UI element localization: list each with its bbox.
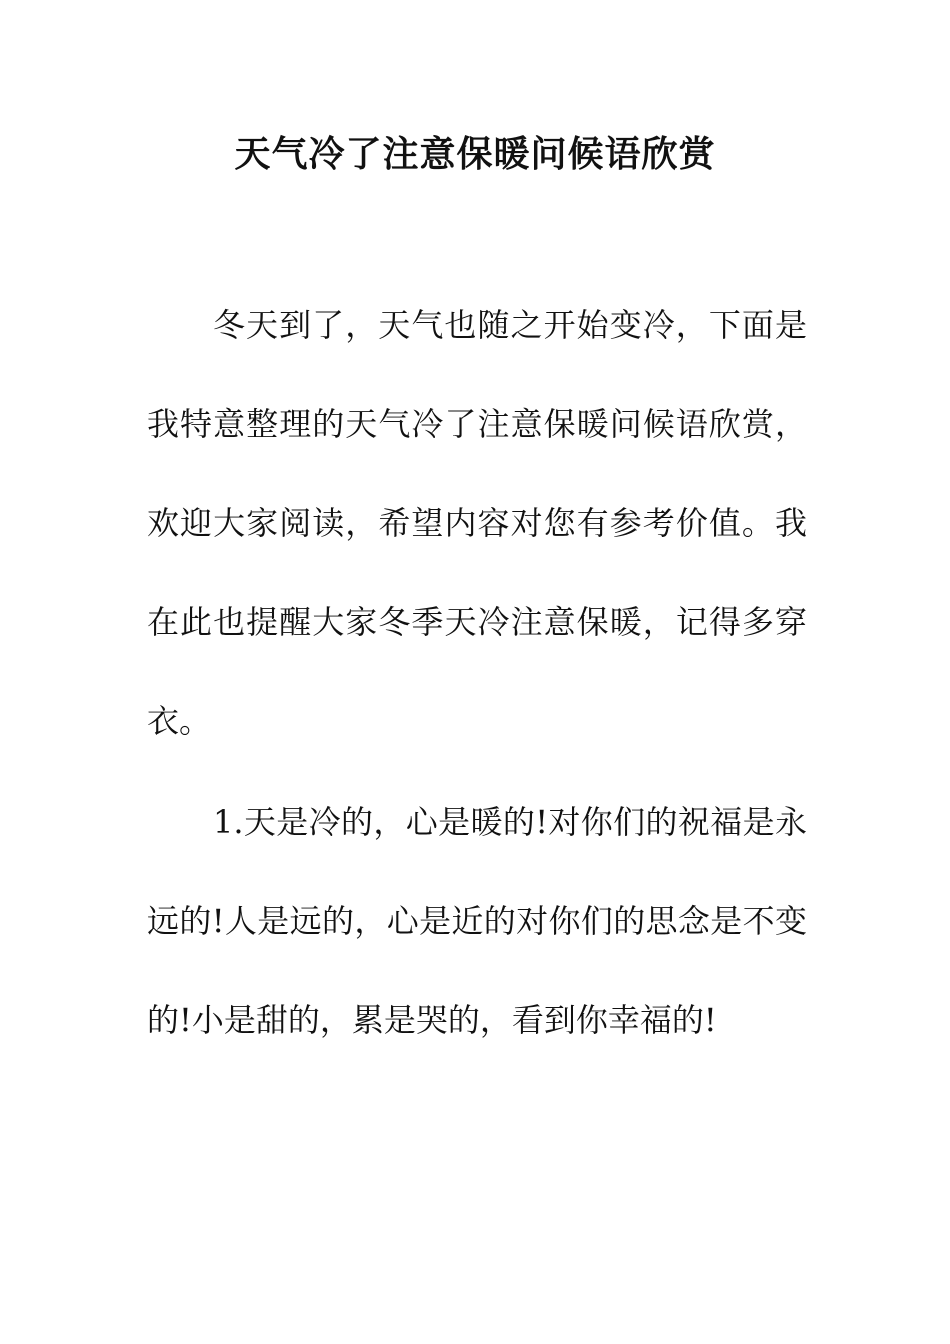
document-title: 天气冷了注意保暖问候语欣赏 <box>234 133 716 175</box>
greeting-paragraph-1: 1.天是冷的，心是暖的!对你们的祝福是永远的!人是远的，心是近的对你们的思念是不变的!小是甜的，累是哭的，看到你幸福的! <box>147 803 807 1039</box>
intro-paragraph: 冬天到了，天气也随之开始变冷，下面是我特意整理的天气冷了注意保暖问候语欣赏，欢迎大家阅读，希望内容对您有参考价值。我在此也提醒大家冬季天冷注意保暖，记得多穿衣。 <box>147 306 807 740</box>
